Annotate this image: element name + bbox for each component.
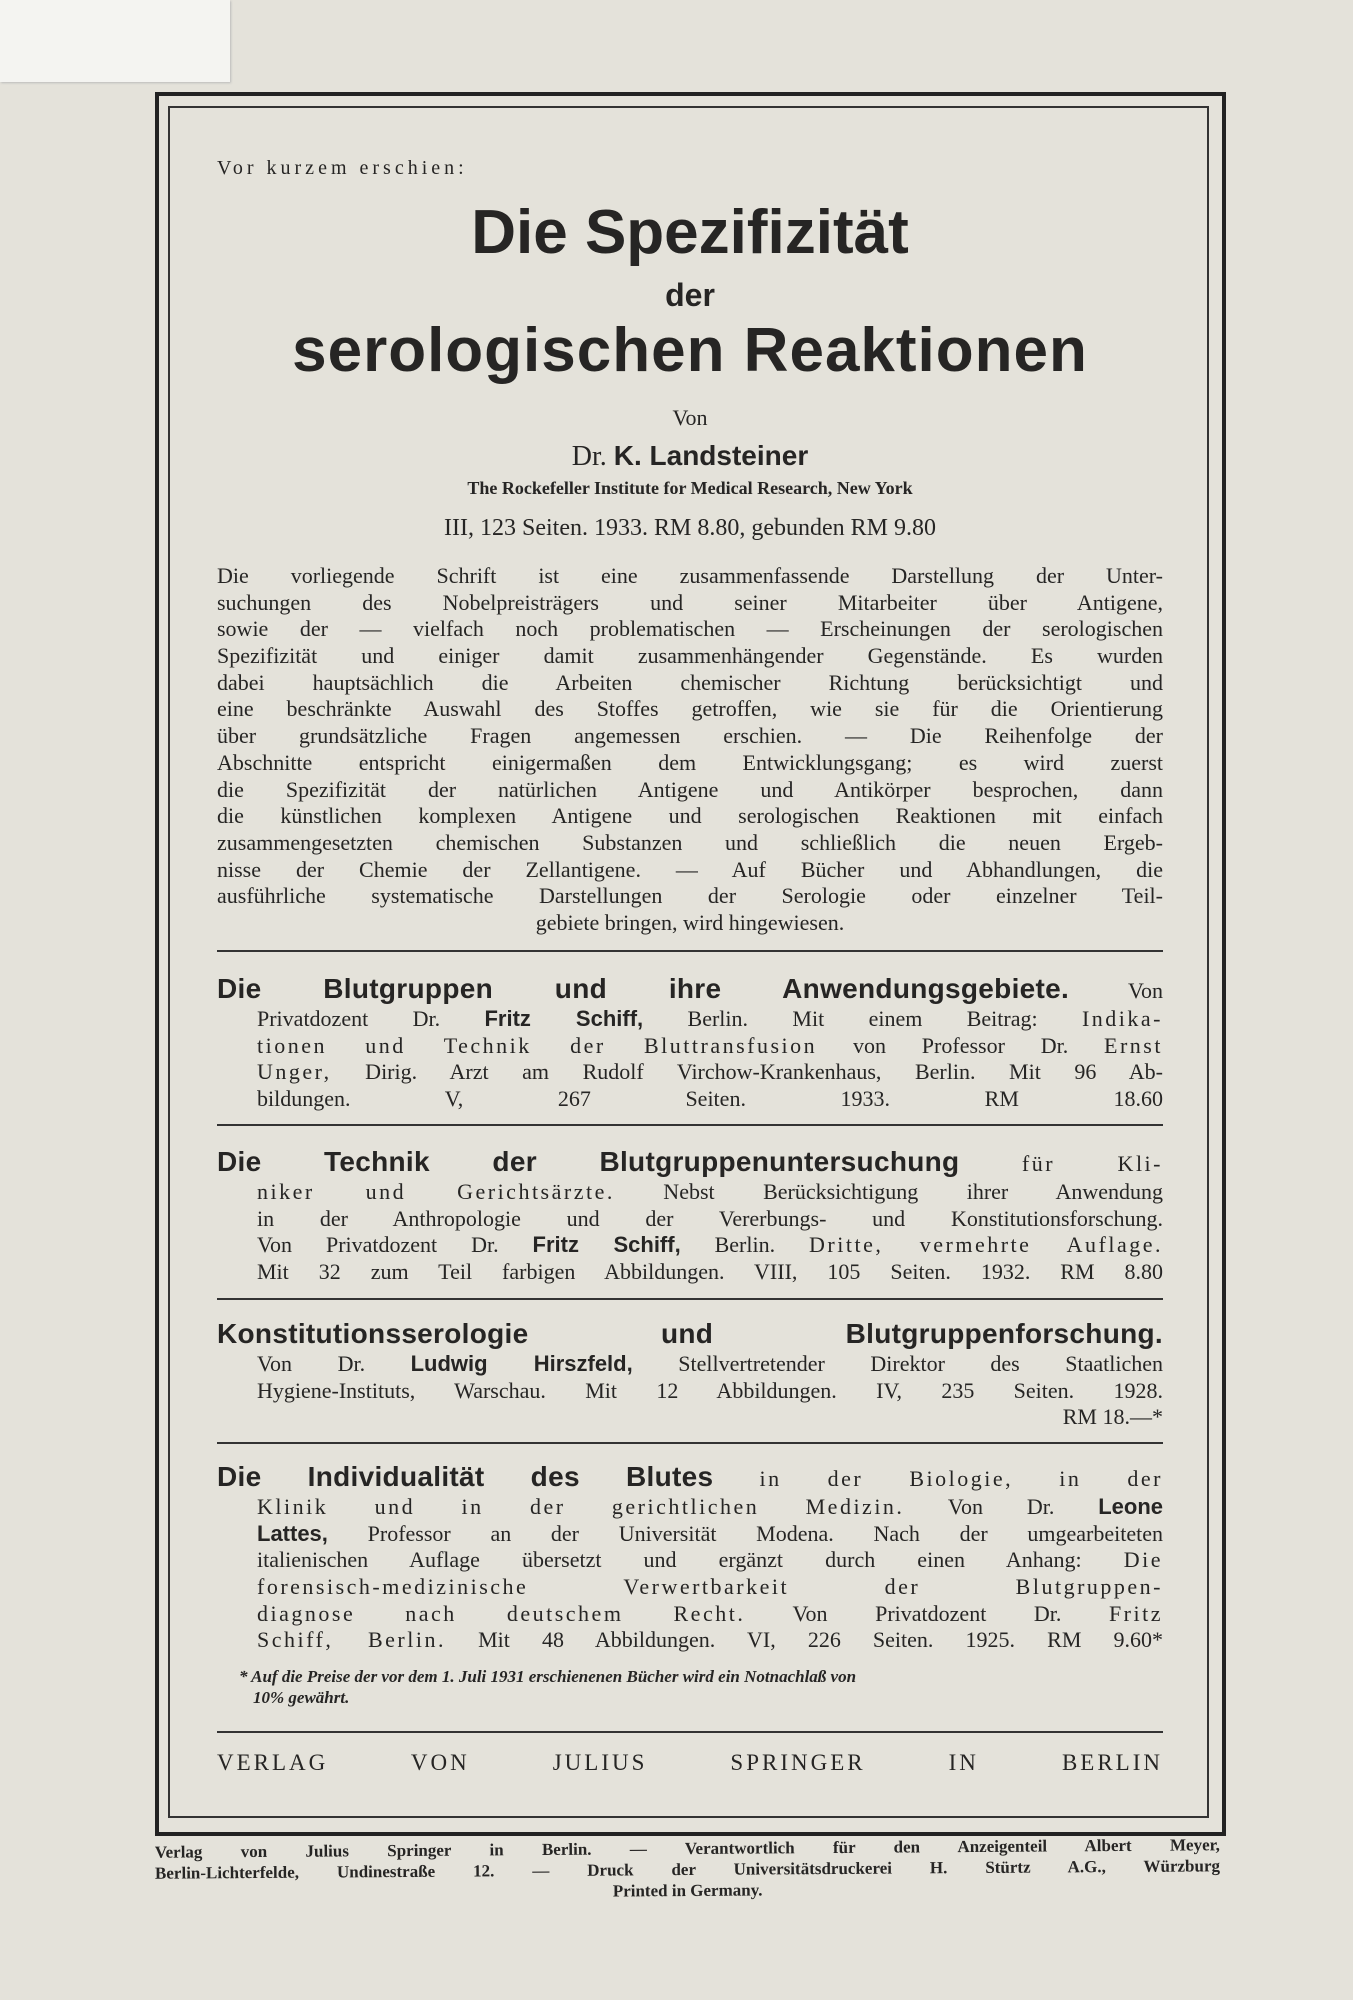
imprint-line: Berlin-Lichterfelde, Undinestraße 12. — Druck der Universitätsdruckerei H. Stürtz A.G., Würzburg [154,1856,1221,1883]
description-line: über grundsätzliche Fragen angemessen erschien. — Die Reihenfolge der [217,723,1163,749]
description-line: Die vorliegende Schrift ist eine zusammenfassende Darstellung der Unter- [217,563,1163,588]
entry-text: Von Privatdozent Dr. [745,1600,1109,1626]
description-line: ausführliche systematische Darstellungen der Serologie oder einzelner Teil- [217,883,1163,909]
entry-text: bildungen. V, 267 Seiten. 1933. [257,1086,891,1112]
book-details: III, 123 Seiten. 1933. RM 8.80, gebunden RM 9.80 [444,515,936,541]
entry-text: diagnose nach deutschem Recht. [257,1600,746,1626]
entry-text: RM 18.—* [1062,1404,1163,1430]
entry-text: Ernst [1104,1032,1163,1058]
entry-line [217,1460,1163,1494]
entry-text: Berlin. [680,1232,810,1258]
description-line: sowie der — vielfach noch problematischen — Erscheinungen der serologischen [217,616,1163,642]
entry-line [217,1086,1163,1113]
entry-text: Nebst Berücksichtigung ihrer Anwendung [614,1179,1164,1204]
entry-text: Mit 48 Abbildungen. VI, 226 Seiten. 1925. RM 9.60* [445,1627,1164,1653]
entry-title: Konstitutionsserologie und Blutgruppenforschung. [217,1318,1163,1349]
entry-text: Indika- [1081,1006,1163,1031]
entry-text: Von Dr. [257,1351,411,1376]
footnote-line: * Auf die Preise der vor dem 1. Juli 1931 erschienenen Bücher wird ein Notnachlaß von [239,1667,857,1686]
entry-text: Ludwig Hirszfeld, [410,1351,633,1376]
entry-text: von Professor Dr. [817,1032,1105,1058]
footnote [217,1666,1159,1708]
entry-line [217,1547,1163,1574]
entry-line [217,1574,1163,1601]
description-line: suchungen des Nobelpreisträgers und seiner Mitarbeiter über Antigene, [217,589,1163,615]
entry-text: Mit 32 zum Teil farbigen Abbildungen. VIII, 105 Seiten. 1932. RM 8.80 [257,1259,1163,1285]
publisher: VERLAG VON JULIUS SPRINGER IN BERLIN [217,1750,1163,1775]
entry-title: Die Blutgruppen und ihre Anwendungsgebiete. [217,973,1070,1004]
entry-text: RM 18.60 [890,1086,1163,1112]
entry-text: Berlin. Mit einem Beitrag: [643,1006,1082,1031]
imprint-line: Printed in Germany. [612,1880,763,1901]
description-line: dabei hauptsächlich die Arbeiten chemischer Richtung berücksichtigt und [217,669,1163,695]
title-line-2: der [665,277,715,313]
entry-text: Dirig. Arzt am Rudolf Virchow-Krankenhaus, Berlin. Mit 96 Ab- [331,1059,1163,1085]
imprint [155,1834,1220,1904]
entry-line [217,1232,1163,1259]
author-line [217,440,1163,473]
description-line: nisse der Chemie der Zellantigene. — Auf Bücher und Abhandlungen, die [217,856,1163,882]
entry-text: Die [1123,1547,1163,1573]
divider [217,1442,1163,1444]
entry-text: Von Privatdozent Dr. [257,1232,533,1258]
entry-text: italienischen Auflage übersetzt und ergänzt durch einen Anhang: [257,1547,1124,1573]
entry-text: niker und Gerichtsärzte. [257,1179,615,1204]
entry-text: forensisch-medizinische Verwertbarkeit der Blutgruppen- [257,1574,1163,1600]
intro-text: Vor kurzem erschien: [217,157,468,179]
entry-text: für Kli- [959,1151,1163,1176]
entry-text: in der Biologie, in der [713,1466,1163,1491]
divider [217,1298,1163,1300]
footnote-line: 10% gewährt. [253,1688,350,1707]
entry-line [217,1059,1163,1086]
description-line: Spezifizität und einiger damit zusammenhängender Gegenstände. Es wurden [217,643,1163,669]
entry-line [217,1627,1163,1654]
entry-line [217,1404,1163,1431]
entry-text: in der Anthropologie und der Vererbungs- und Konstitutionsforschung. [257,1205,1163,1231]
divider [217,1731,1163,1733]
entry-text: Lattes, [257,1520,328,1546]
entry-line [217,1006,1163,1033]
entry-blutgruppen [217,972,1163,1113]
entry-line [217,972,1163,1006]
entry-text: Fritz Schiff, [532,1232,681,1258]
description-line: zusammengesetzten chemischen Substanzen und schließlich die neuen Ergeb- [217,829,1163,855]
description-line: die Spezifizität der natürlichen Antigene und Antikörper besprochen, dann [217,776,1163,802]
entry-text: Schiff, Berlin. [257,1627,446,1653]
entry-line [217,1317,1163,1351]
divider [217,1124,1163,1126]
entry-text: Von Dr. [904,1494,1099,1519]
divider [217,950,1163,952]
entry-text: Stellvertretender Direktor des Staatlichen [632,1351,1163,1376]
entry-text: Fritz [1108,1600,1163,1626]
entry-line [217,1494,1163,1521]
entry-title: Die Technik der Blutgruppenuntersuchung [217,1146,960,1177]
entry-text: Dritte, vermehrte Auflage. [809,1232,1163,1258]
entry-text: Privatdozent Dr. [257,1006,485,1031]
institution: The Rockefeller Institute for Medical Research, New York [467,478,913,498]
by-label: Von [672,405,708,430]
entry-line [217,1351,1163,1378]
entry-line [217,1033,1163,1060]
title-line-1: Die Spezifizität [471,198,909,267]
author-name: K. Landsteiner [613,440,809,471]
entry-text: Professor an der Universität Modena. Nach der umgearbeiteten [327,1520,1163,1546]
title-line-3: serologischen Reaktionen [292,316,1088,385]
description-line: die künstlichen komplexen Antigene und serologischen Reaktionen mit einfach [217,803,1163,829]
entry-line [217,1206,1163,1233]
entry-line [217,1179,1163,1206]
entry-text: Klinik und in der gerichtlichen Medizin. [257,1494,905,1519]
entry-individualitaet [217,1460,1163,1654]
entry-line [217,1378,1163,1405]
entry-text: Fritz Schiff, [484,1006,644,1031]
entry-line [217,1601,1163,1628]
entry-text: tionen und Technik der Bluttransfusion [257,1032,818,1058]
entry-technik [217,1145,1163,1286]
description-line: eine beschränkte Auswahl des Stoffes getroffen, wie sie für die Orientierung [217,696,1163,722]
entry-konstitutionsserologie [217,1317,1163,1431]
entry-line [217,1145,1163,1179]
description-line: Abschnitte entspricht einigermaßen dem Entwicklungsgang; es wird zuerst [217,749,1163,775]
entry-text: Leone [1098,1494,1164,1519]
paper-scrap [0,0,230,82]
entry-text: Unger, [257,1059,332,1085]
entry-text: Von [1069,978,1164,1003]
entry-line [217,1259,1163,1286]
entry-line [217,1521,1163,1548]
entry-title: Die Individualität des Blutes [217,1461,714,1492]
author-prefix: Dr. [571,441,607,472]
entry-text: Hygiene-Instituts, Warschau. Mit 12 Abbildungen. IV, 235 Seiten. 1928. [257,1377,1163,1403]
imprint-line: Verlag von Julius Springer in Berlin. — Verantwortlich für den Anzeigenteil Albert Meyer, [154,1835,1220,1862]
description-line: gebiete bringen, wird hingewiesen. [535,909,845,935]
description [217,563,1163,937]
